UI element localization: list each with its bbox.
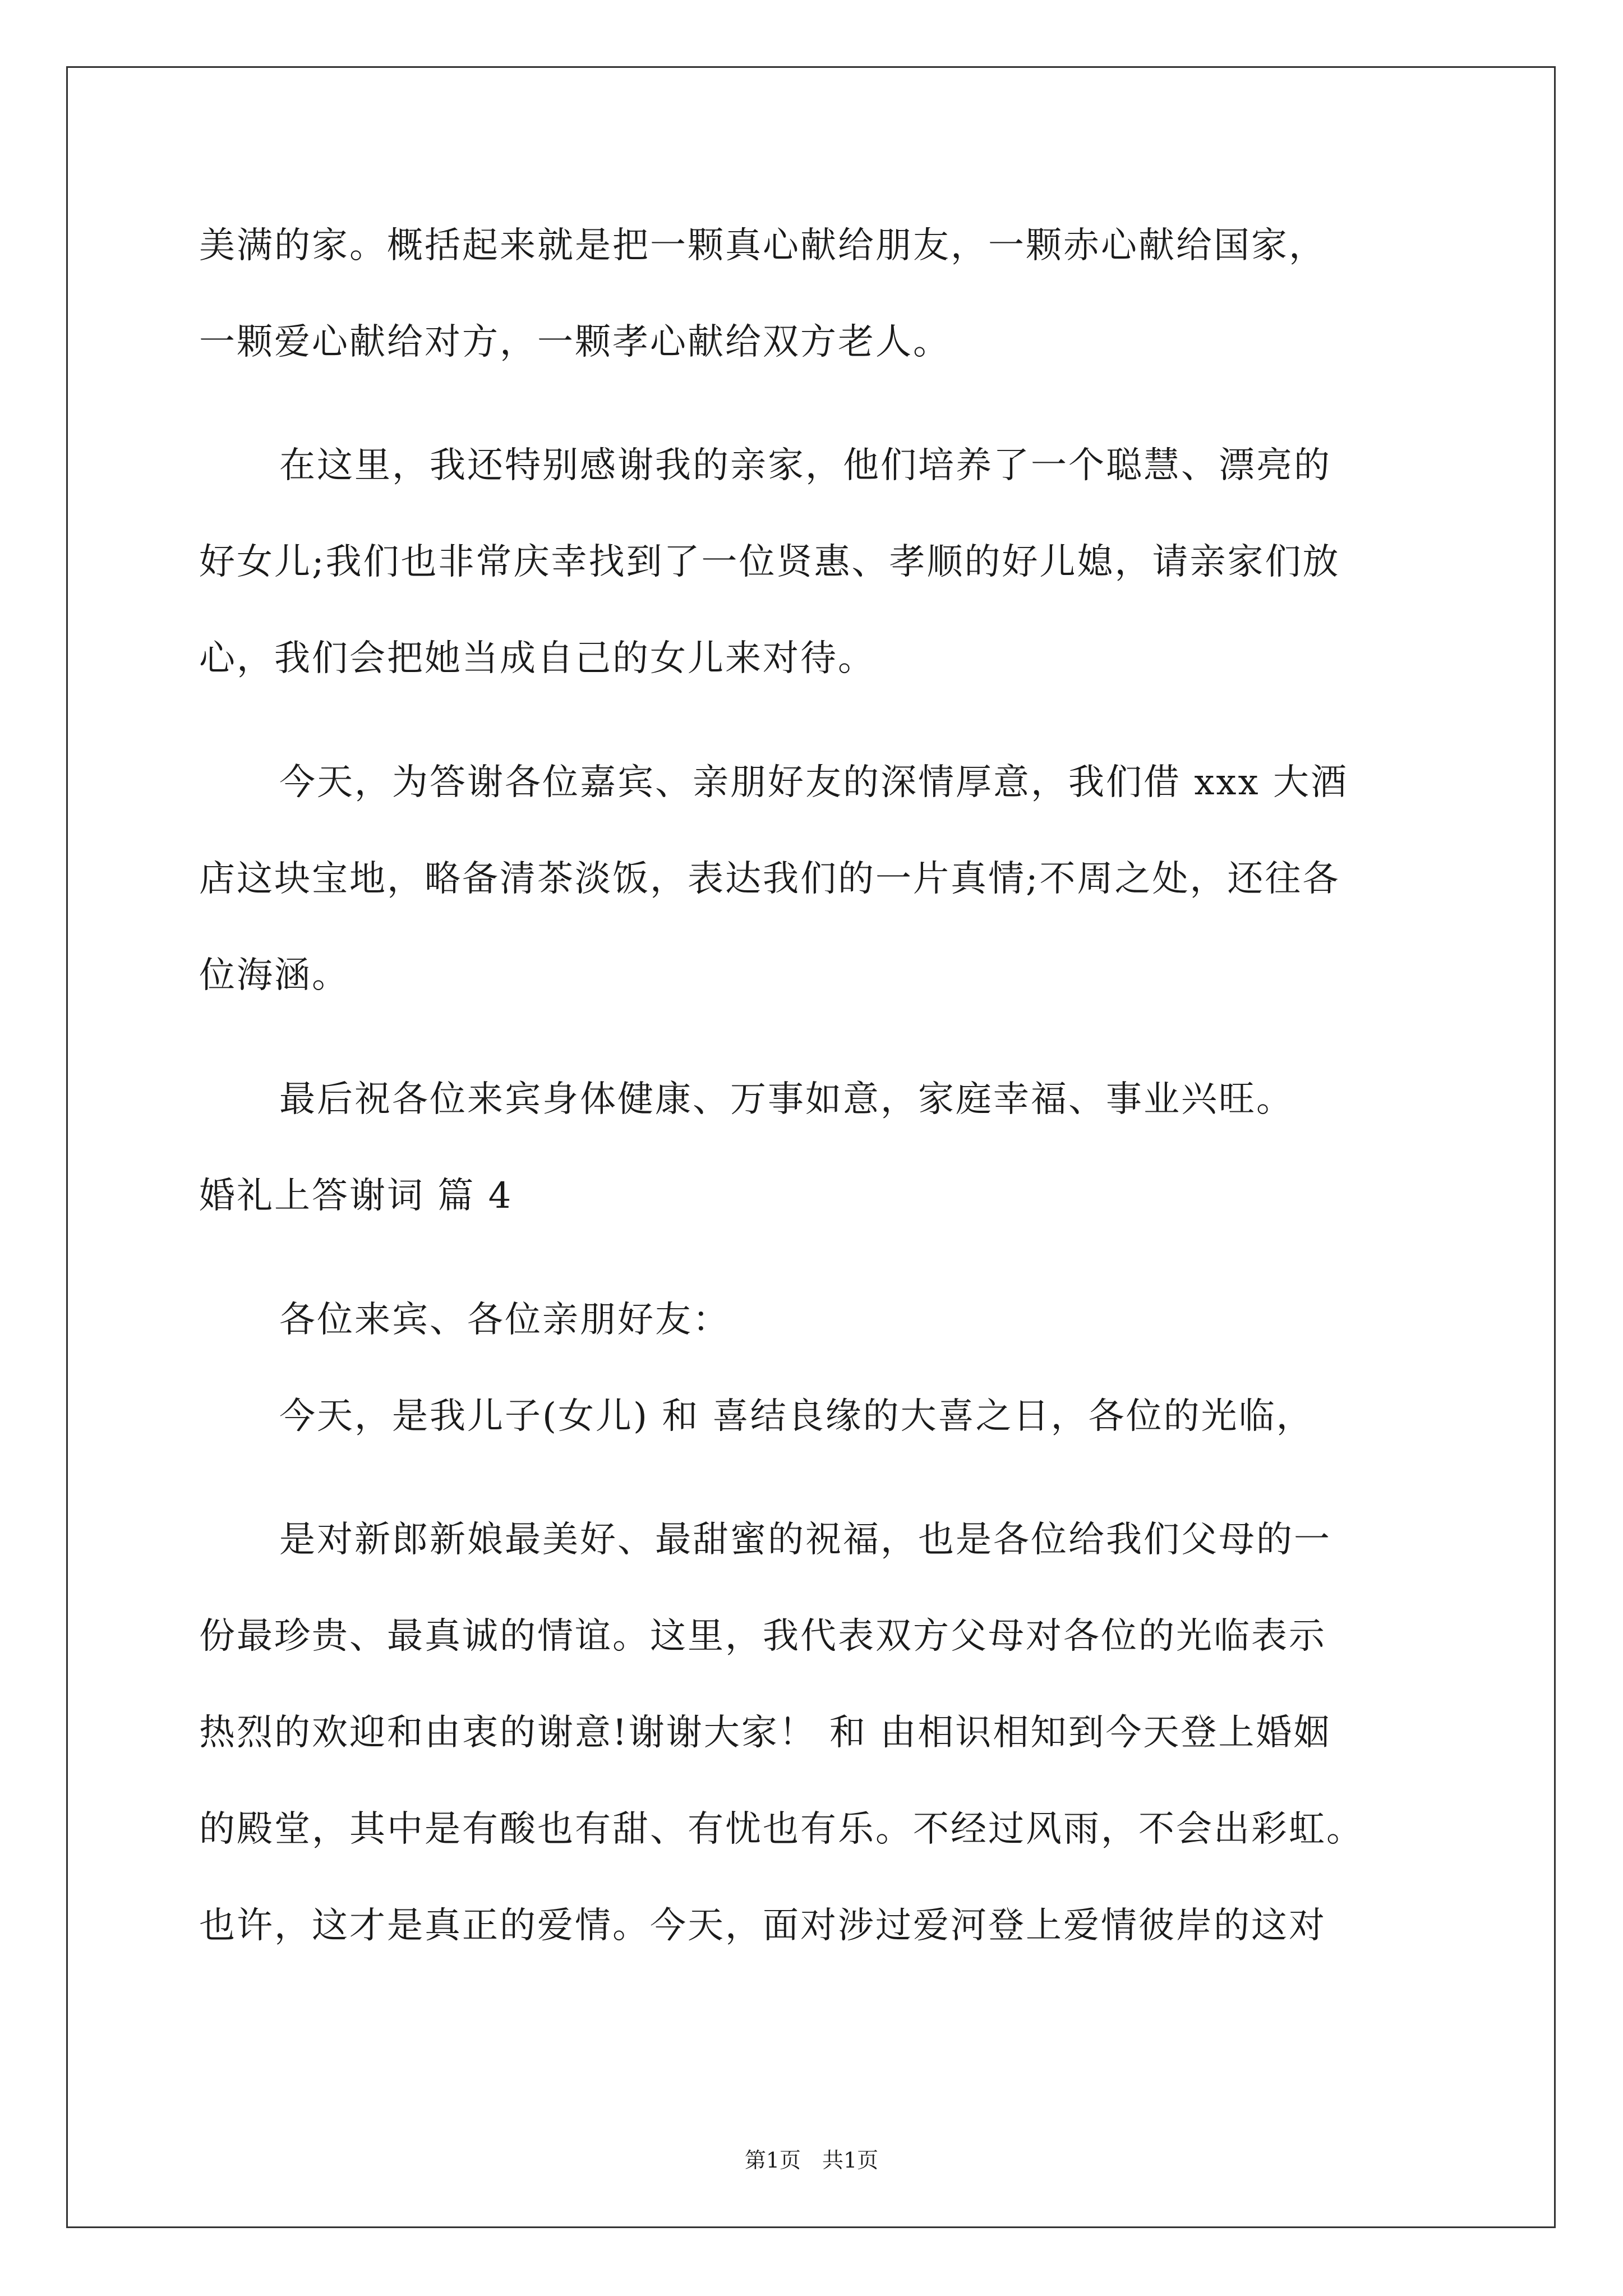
body-line: 美满的家。概括起来就是把一颗真心献给朋友，一颗赤心献给国家， <box>199 225 1326 266</box>
body-line: 一颗爱心献给对方，一颗孝心献给双方老人。 <box>199 321 951 363</box>
body-line: 热烈的欢迎和由衷的谢意!谢谢大家！ 和 由相识相知到今天登上婚姻 <box>199 1712 1331 1754</box>
body-line: 最后祝各位来宾身体健康、万事如意，家庭幸福、事业兴旺。 <box>279 1079 1294 1120</box>
body-line: 的殿堂，其中是有酸也有甜、有忧也有乐。不经过风雨，不会出彩虹。 <box>199 1809 1364 1850</box>
body-line: 好女儿;我们也非常庆幸找到了一位贤惠、孝顺的好儿媳，请亲家们放 <box>199 541 1340 583</box>
section-heading: 婚礼上答谢词 篇 4 <box>199 1175 513 1217</box>
body-line: 在这里，我还特别感谢我的亲家，他们培养了一个聪慧、漂亮的 <box>279 445 1331 486</box>
body-line: 心，我们会把她当成自己的女儿来对待。 <box>199 638 875 679</box>
body-line: 份最珍贵、最真诚的情谊。这里，我代表双方父母对各位的光临表示 <box>199 1616 1326 1657</box>
body-line: 今天，为答谢各位嘉宾、亲朋好友的深情厚意，我们借 xxx 大酒 <box>279 762 1348 803</box>
salutation: 各位来宾、各位亲朋好友： <box>279 1299 730 1341</box>
body-line: 位海涵。 <box>199 955 349 996</box>
body-line: 是对新郎新娘最美好、最甜蜜的祝福，也是各位给我们父母的一 <box>279 1519 1331 1561</box>
body-line: 今天，是我儿子(女儿) 和 喜结良缘的大喜之日，各位的光临， <box>279 1396 1314 1437</box>
page-number: 第1页 共1页 <box>744 2148 879 2173</box>
body-line: 也许，这才是真正的爱情。今天，面对涉过爱河登上爱情彼岸的这对 <box>199 1905 1326 1947</box>
body-line: 店这块宝地，略备清茶淡饭，表达我们的一片真情;不周之处，还往各 <box>199 858 1340 900</box>
